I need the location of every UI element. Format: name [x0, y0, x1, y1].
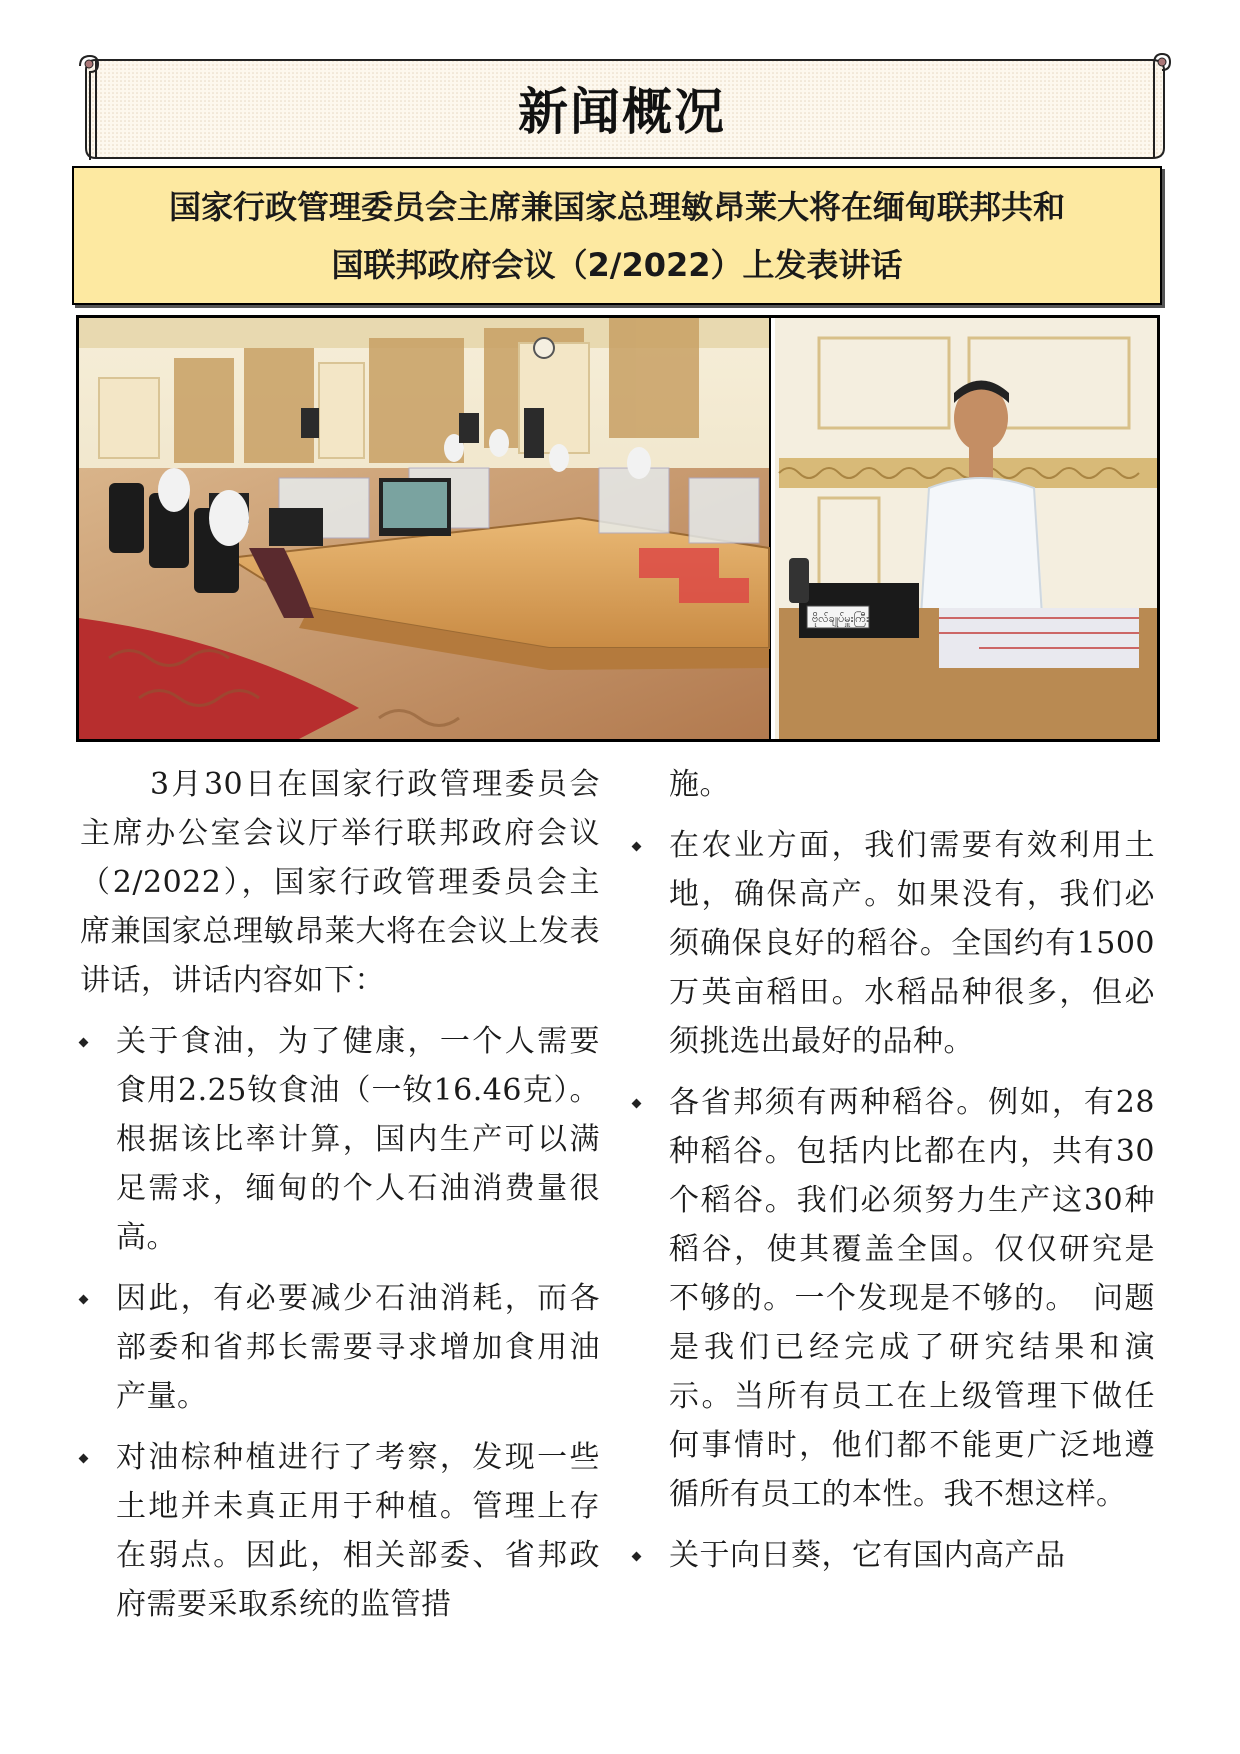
bullet-text: 在农业方面，我们需要有效利用土地，确保高产。如果没有，我们必须确保良好的稻谷。全国约有1500万英亩稻田。水稻品种很多，但必须挑选出最好的品种。: [669, 828, 1155, 1059]
intro-paragraph: 3月30日在国家行政管理委员会主席办公室会议厅举行联邦政府会议（2/2022），国家行政管理委员会主席兼国家总理敏昂莱大将在会议上发表讲话，讲话内容如下：: [80, 767, 600, 998]
list-item: [633, 821, 1155, 1066]
bullet-icon: [632, 842, 642, 852]
list-item: [80, 1017, 600, 1262]
bullet-text: 因此，有必要减少石油消耗，而各部委和省邦长需要寻求增加食用油产量。: [116, 1281, 600, 1414]
bullet-icon: [632, 1552, 642, 1562]
list-item: [633, 1531, 1155, 1580]
nameplate-label: ဗိုလ်ချုပ်မှူးကြီး: [812, 612, 869, 625]
headline-line-2: 国联邦政府会议（2/2022）上发表讲话: [331, 245, 903, 284]
continuation-text: 施。: [669, 767, 730, 802]
page-title: 新闻概况: [518, 82, 726, 141]
list-item: [633, 1078, 1155, 1519]
bullet-icon: [632, 1099, 642, 1109]
bullet-text: 对油棕种植进行了考察，发现一些土地并未真正用于种植。管理上存在弱点。因此，相关部委、省邦政府需要采取系统的监管措: [116, 1440, 600, 1622]
bullet-icon: [79, 1038, 89, 1048]
bullet-text: 各省邦须有两种稻谷。例如，有28种稻谷。包括内比都在内，共有30个稻谷。我们必须努力生产这30种稻谷，使其覆盖全国。仅仅研究是不够的。一个发现是不够的。 问题是我们已经完成了研究结果和演示。当所有员工在上级管理下做任何事情时，他们都不能更广泛地遵循所有员工的本性。我不想这样。: [669, 1085, 1155, 1512]
meeting-photo-illustration: [79, 318, 1157, 739]
headline-line-1: 国家行政管理委员会主席兼国家总理敏昂莱大将在缅甸联邦共和: [168, 187, 1065, 226]
list-item: [80, 1433, 600, 1629]
title-banner: [72, 52, 1172, 164]
left-column: [80, 760, 600, 1629]
bullet-text: 关于向日葵，它有国内高产品: [669, 1538, 1066, 1573]
meeting-photo: [76, 315, 1160, 742]
right-column: [633, 760, 1155, 1580]
list-item: [80, 1274, 600, 1421]
bullet-icon: [79, 1454, 89, 1464]
bullet-icon: [79, 1295, 89, 1305]
bullet-text: 关于食油，为了健康，一个人需要食用2.25钕食油（一钕16.46克）。根据该比率计算，国内生产可以满足需求，缅甸的个人石油消费量很高。: [116, 1024, 600, 1255]
headline-box: [72, 166, 1162, 305]
